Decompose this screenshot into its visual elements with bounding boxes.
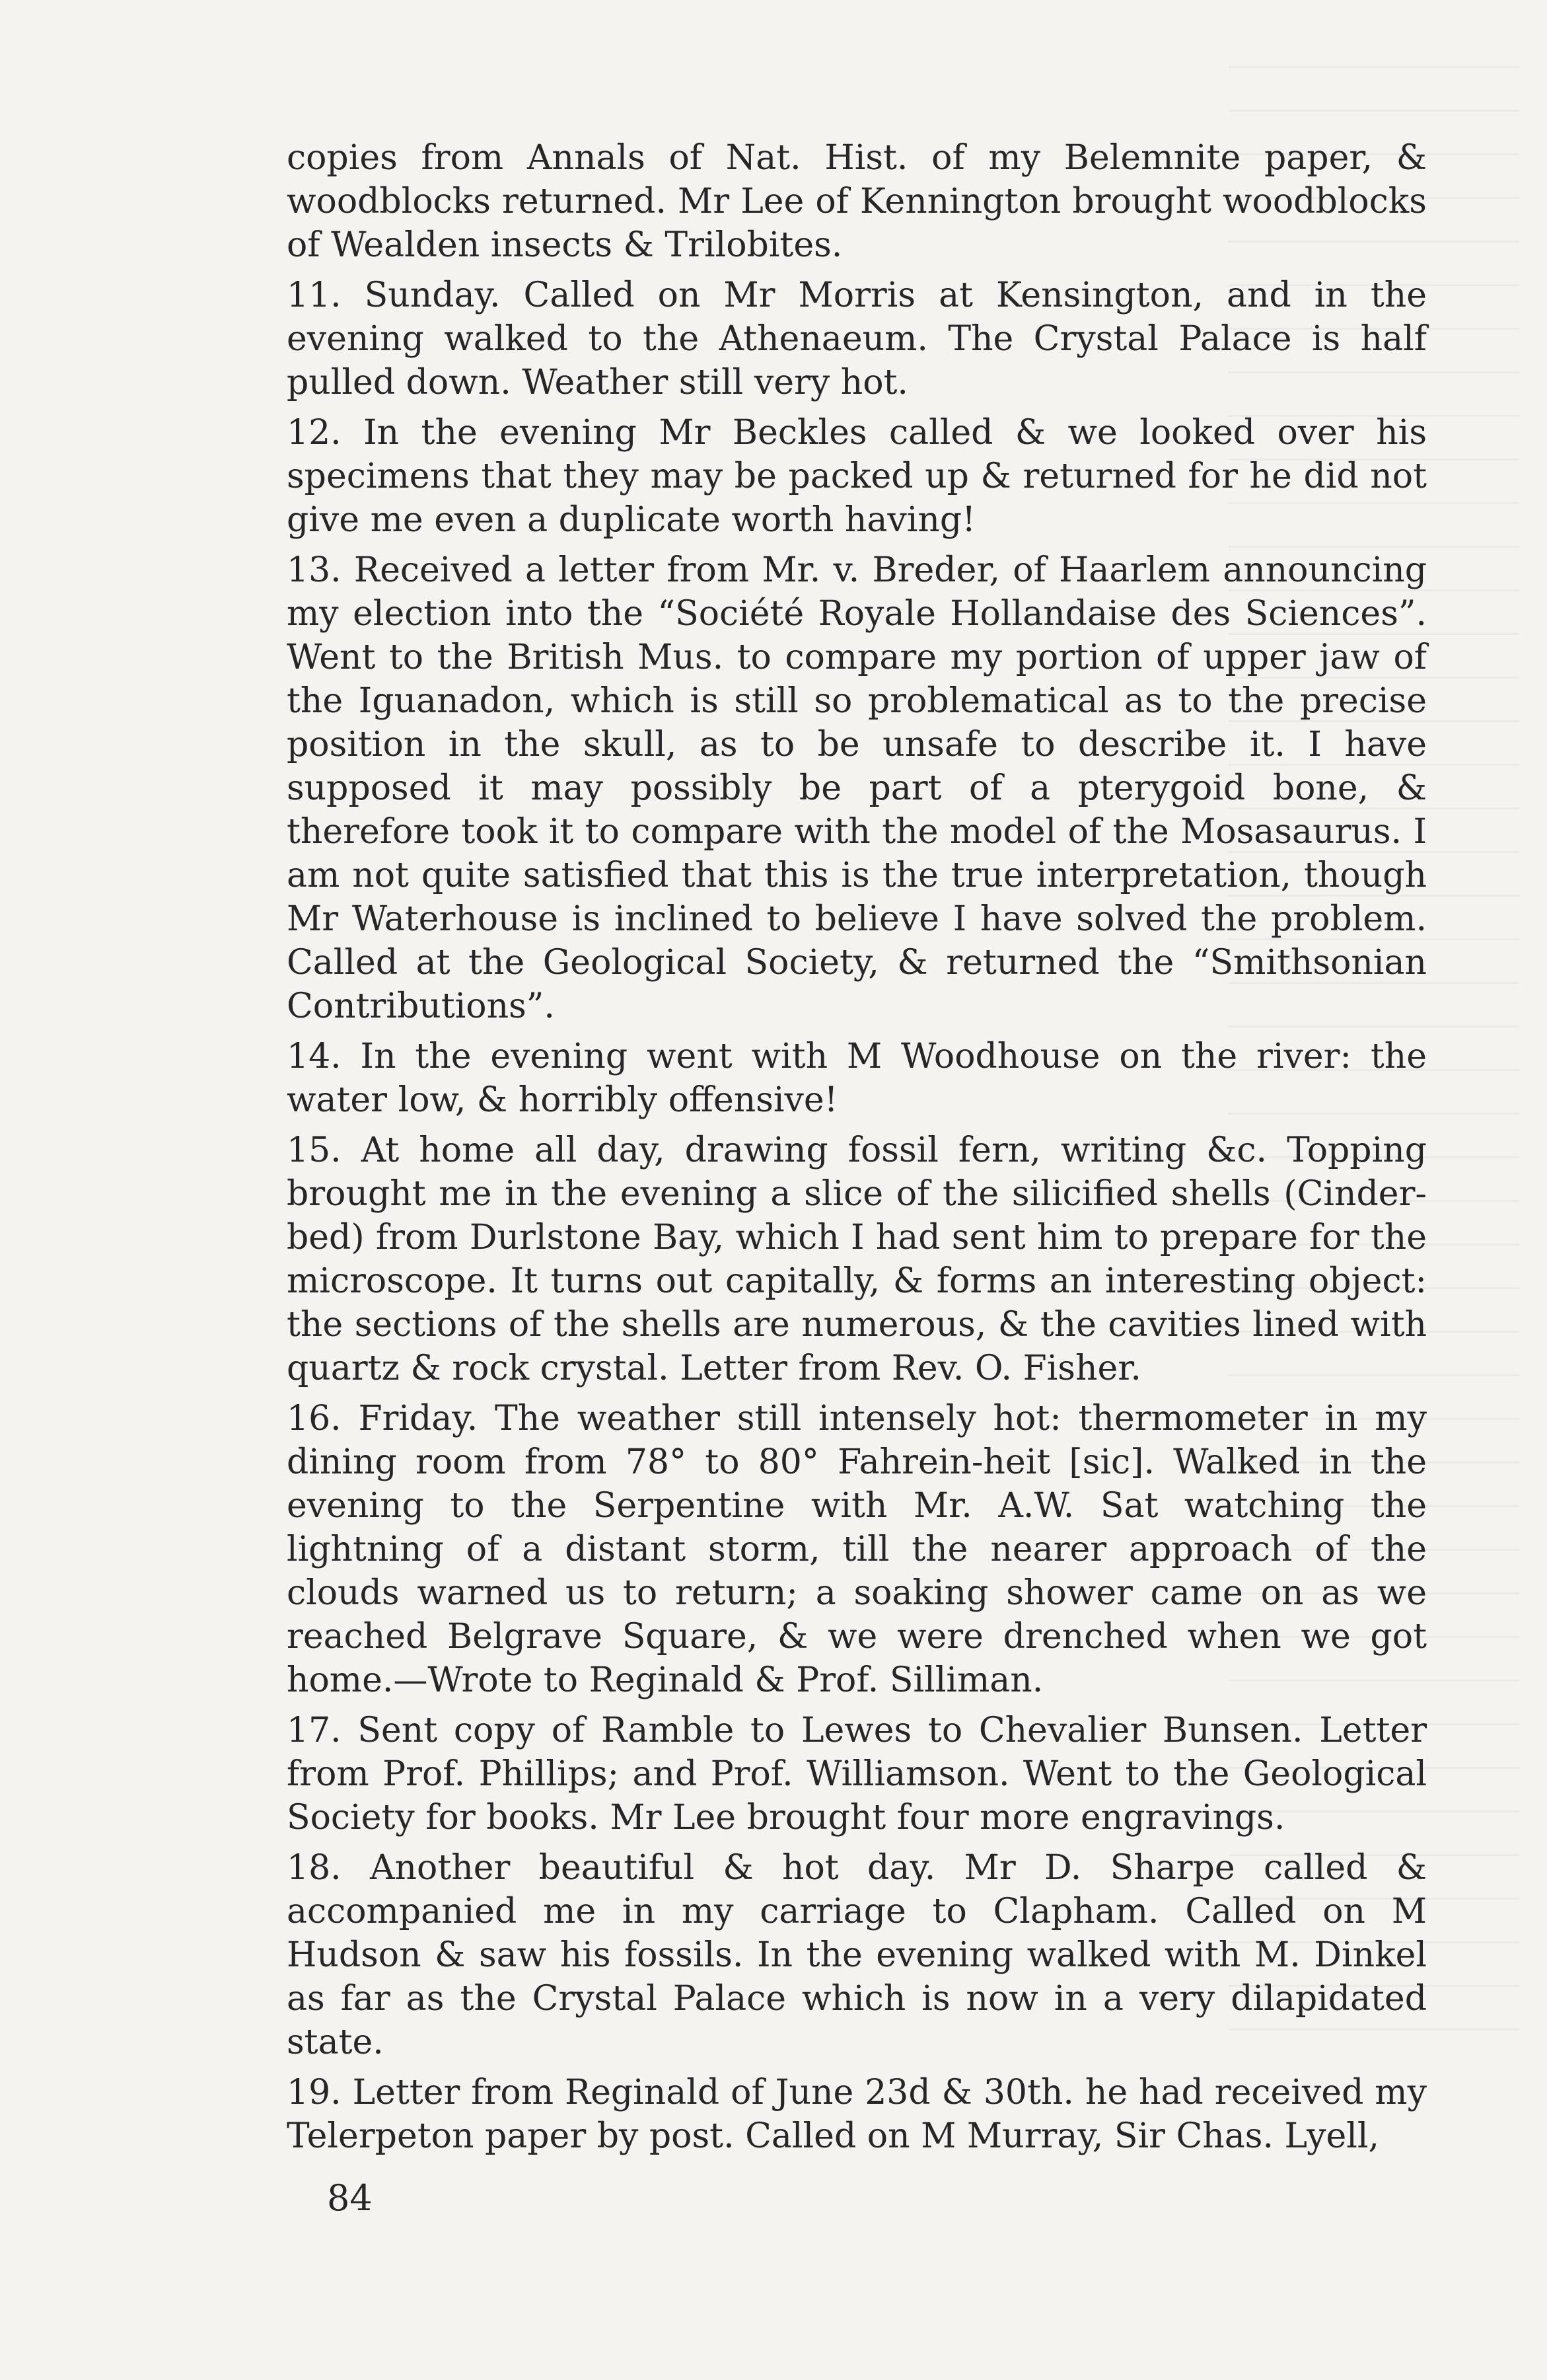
- diary-entry-19: 19. Letter from Reginald of June 23d & 30th. he had received my Telerpeton paper by post. Called on M Murray, Sir Chas. Lyell,: [287, 2073, 1427, 2156]
- diary-entry-15: 15. At home all day, drawing fossil fern, writing &c. Topping brought me in the evening a slice of the silicified shells (Cinder-bed) from Durlstone Bay, which I had sent him to prepare for the microscope. It turns out capitally, & forms an interesting object: the sections of the shells are numerous, & the cavities lined with quartz & rock crystal. Letter from Rev. O. Fisher.: [287, 1131, 1427, 1388]
- diary-entry-16: 16. Friday. The weather still intensely hot: thermometer in my dining room from 78° to 80° Fahrein-heit [sic]. Walked in the evening to the Serpentine with Mr. A.W. Sat watching the lightning of a distant storm, till the nearer approach of the clouds warned us to return; a soaking shower came on as we reached Belgrave Square, & we were drenched when we got home.—Wrote to Reginald & Prof. Silliman.: [287, 1399, 1427, 1700]
- diary-entry-18: 18. Another beautiful & hot day. Mr D. Sharpe called & accompanied me in my carriage to Clapham. Called on M Hudson & saw his fossils. In the evening walked with M. Dinkel as far as the Crystal Palace which is now in a very dilapidated state.: [287, 1848, 1427, 2062]
- diary-text: [287, 136, 1427, 2165]
- diary-entry-14: 14. In the evening went with M Woodhouse on the river: the water low, & horribly offensive!: [287, 1037, 1427, 1120]
- diary-entry-continuation: copies from Annals of Nat. Hist. of my Belemnite paper, & woodblocks returned. Mr Lee of Kennington brought woodblocks of Wealden insects & Trilobites.: [287, 138, 1427, 265]
- diary-entry-11: 11. Sunday. Called on Mr Morris at Kensington, and in the evening walked to the Athenaeum. The Crystal Palace is half pulled down. Weather still very hot.: [287, 276, 1427, 402]
- diary-entry-12: 12. In the evening Mr Beckles called & we looked over his specimens that they may be packed up & returned for he did not give me even a duplicate worth having!: [287, 413, 1427, 540]
- diary-entry-17: 17. Sent copy of Ramble to Lewes to Chevalier Bunsen. Letter from Prof. Phillips; and Prof. Williamson. Went to the Geological Society for books. Mr Lee brought four more engravings.: [287, 1711, 1427, 1838]
- diary-entry-13: 13. Received a letter from Mr. v. Breder, of Haarlem announcing my election into the “Société Royale Hollandaise des Sciences”. Went to the British Mus. to compare my portion of upper jaw of the Iguanadon, which is still so problematical as to the precise position in the skull, as to be unsafe to describe it. I have supposed it may possibly be part of a pterygoid bone, & therefore took it to compare with the model of the Mosasaurus. I am not quite satisfied that this is the true interpretation, though Mr Waterhouse is inclined to believe I have solved the problem. Called at the Geological Society, & returned the “Smithsonian Contributions”.: [287, 550, 1427, 1026]
- page-number: 84: [327, 2177, 373, 2219]
